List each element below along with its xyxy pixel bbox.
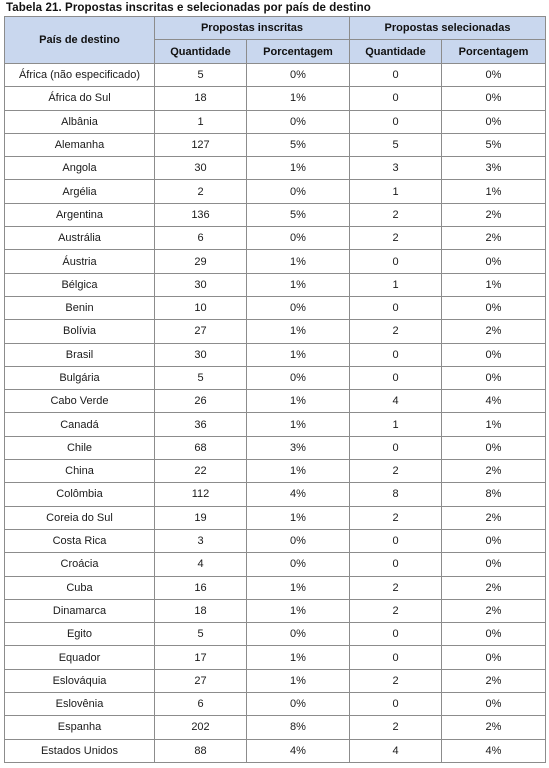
cell-selecionadas-porcentagem: 0% <box>442 529 546 552</box>
cell-inscritas-porcentagem: 1% <box>247 273 350 296</box>
cell-country: Áustria <box>5 250 155 273</box>
cell-inscritas-quantidade: 26 <box>155 390 247 413</box>
cell-selecionadas-porcentagem: 2% <box>442 599 546 622</box>
cell-inscritas-quantidade: 3 <box>155 529 247 552</box>
cell-inscritas-porcentagem: 0% <box>247 553 350 576</box>
table-row <box>5 413 546 436</box>
header-inscritas-porcentagem: Porcentagem <box>247 40 350 64</box>
table-row <box>5 716 546 739</box>
cell-selecionadas-porcentagem: 0% <box>442 64 546 87</box>
table-row <box>5 506 546 529</box>
cell-inscritas-quantidade: 5 <box>155 366 247 389</box>
cell-inscritas-quantidade: 202 <box>155 716 247 739</box>
cell-selecionadas-porcentagem: 0% <box>442 553 546 576</box>
header-group-inscritas: Propostas inscritas <box>155 17 350 40</box>
table-row <box>5 529 546 552</box>
table-row <box>5 483 546 506</box>
cell-country: Canadá <box>5 413 155 436</box>
cell-inscritas-porcentagem: 0% <box>247 64 350 87</box>
cell-selecionadas-porcentagem: 0% <box>442 87 546 110</box>
cell-inscritas-quantidade: 18 <box>155 599 247 622</box>
table-row <box>5 390 546 413</box>
cell-inscritas-porcentagem: 4% <box>247 739 350 762</box>
cell-inscritas-porcentagem: 0% <box>247 529 350 552</box>
table-row <box>5 203 546 226</box>
cell-country: Coreia do Sul <box>5 506 155 529</box>
table-row <box>5 553 546 576</box>
cell-country: Argélia <box>5 180 155 203</box>
table-row <box>5 576 546 599</box>
cell-selecionadas-quantidade: 1 <box>350 273 442 296</box>
cell-selecionadas-quantidade: 0 <box>350 87 442 110</box>
cell-selecionadas-quantidade: 1 <box>350 180 442 203</box>
cell-selecionadas-porcentagem: 1% <box>442 180 546 203</box>
cell-inscritas-quantidade: 18 <box>155 87 247 110</box>
cell-selecionadas-quantidade: 3 <box>350 157 442 180</box>
cell-inscritas-porcentagem: 1% <box>247 413 350 436</box>
cell-selecionadas-porcentagem: 2% <box>442 227 546 250</box>
cell-selecionadas-porcentagem: 2% <box>442 669 546 692</box>
cell-country: Chile <box>5 436 155 459</box>
cell-inscritas-porcentagem: 0% <box>247 110 350 133</box>
cell-selecionadas-quantidade: 0 <box>350 64 442 87</box>
cell-selecionadas-quantidade: 0 <box>350 623 442 646</box>
cell-inscritas-porcentagem: 0% <box>247 296 350 319</box>
table-row <box>5 739 546 762</box>
cell-inscritas-porcentagem: 1% <box>247 599 350 622</box>
cell-selecionadas-porcentagem: 3% <box>442 157 546 180</box>
table-row <box>5 180 546 203</box>
cell-inscritas-porcentagem: 1% <box>247 320 350 343</box>
cell-country: Espanha <box>5 716 155 739</box>
cell-inscritas-porcentagem: 1% <box>247 576 350 599</box>
cell-inscritas-quantidade: 30 <box>155 273 247 296</box>
cell-selecionadas-quantidade: 0 <box>350 250 442 273</box>
table-row <box>5 623 546 646</box>
cell-selecionadas-porcentagem: 4% <box>442 390 546 413</box>
cell-inscritas-porcentagem: 1% <box>247 669 350 692</box>
table-row <box>5 227 546 250</box>
table-row <box>5 110 546 133</box>
cell-selecionadas-porcentagem: 0% <box>442 693 546 716</box>
cell-country: Eslováquia <box>5 669 155 692</box>
cell-inscritas-porcentagem: 5% <box>247 133 350 156</box>
cell-inscritas-quantidade: 29 <box>155 250 247 273</box>
cell-inscritas-quantidade: 112 <box>155 483 247 506</box>
cell-selecionadas-porcentagem: 2% <box>442 460 546 483</box>
table-row <box>5 320 546 343</box>
table-row <box>5 460 546 483</box>
table-caption: Tabela 21. Propostas inscritas e selecionadas por país de destino <box>6 2 371 14</box>
cell-selecionadas-porcentagem: 1% <box>442 273 546 296</box>
cell-country: Bulgária <box>5 366 155 389</box>
header-group-selecionadas: Propostas selecionadas <box>350 17 546 40</box>
cell-selecionadas-quantidade: 2 <box>350 669 442 692</box>
cell-selecionadas-porcentagem: 0% <box>442 296 546 319</box>
table-row <box>5 599 546 622</box>
cell-country: Eslovênia <box>5 693 155 716</box>
cell-selecionadas-porcentagem: 0% <box>442 366 546 389</box>
cell-inscritas-quantidade: 5 <box>155 623 247 646</box>
cell-country: Alemanha <box>5 133 155 156</box>
cell-selecionadas-porcentagem: 4% <box>442 739 546 762</box>
cell-country: Dinamarca <box>5 599 155 622</box>
cell-country: Costa Rica <box>5 529 155 552</box>
cell-country: Croácia <box>5 553 155 576</box>
cell-selecionadas-porcentagem: 0% <box>442 646 546 669</box>
table-row <box>5 436 546 459</box>
cell-inscritas-quantidade: 5 <box>155 64 247 87</box>
cell-country: Egito <box>5 623 155 646</box>
header-selecionadas-porcentagem: Porcentagem <box>442 40 546 64</box>
table-row <box>5 646 546 669</box>
cell-inscritas-porcentagem: 1% <box>247 390 350 413</box>
cell-inscritas-porcentagem: 0% <box>247 366 350 389</box>
cell-country: Equador <box>5 646 155 669</box>
cell-inscritas-porcentagem: 5% <box>247 203 350 226</box>
cell-country: Angola <box>5 157 155 180</box>
cell-country: Brasil <box>5 343 155 366</box>
cell-selecionadas-quantidade: 0 <box>350 646 442 669</box>
cell-country: Benin <box>5 296 155 319</box>
cell-country: África (não especificado) <box>5 64 155 87</box>
cell-inscritas-quantidade: 4 <box>155 553 247 576</box>
cell-selecionadas-porcentagem: 5% <box>442 133 546 156</box>
cell-selecionadas-quantidade: 0 <box>350 436 442 459</box>
cell-selecionadas-porcentagem: 0% <box>442 436 546 459</box>
cell-selecionadas-porcentagem: 0% <box>442 343 546 366</box>
cell-selecionadas-quantidade: 2 <box>350 506 442 529</box>
cell-inscritas-porcentagem: 0% <box>247 227 350 250</box>
cell-inscritas-quantidade: 17 <box>155 646 247 669</box>
cell-inscritas-quantidade: 6 <box>155 693 247 716</box>
table-row <box>5 343 546 366</box>
table-row <box>5 296 546 319</box>
cell-selecionadas-quantidade: 0 <box>350 343 442 366</box>
cell-country: Bélgica <box>5 273 155 296</box>
cell-country: Argentina <box>5 203 155 226</box>
header-selecionadas-quantidade: Quantidade <box>350 40 442 64</box>
cell-inscritas-porcentagem: 1% <box>247 87 350 110</box>
cell-inscritas-porcentagem: 4% <box>247 483 350 506</box>
cell-selecionadas-porcentagem: 2% <box>442 320 546 343</box>
cell-inscritas-porcentagem: 8% <box>247 716 350 739</box>
cell-country: Colômbia <box>5 483 155 506</box>
cell-selecionadas-quantidade: 0 <box>350 553 442 576</box>
cell-inscritas-quantidade: 30 <box>155 157 247 180</box>
cell-selecionadas-quantidade: 0 <box>350 366 442 389</box>
cell-inscritas-quantidade: 1 <box>155 110 247 133</box>
cell-inscritas-porcentagem: 1% <box>247 157 350 180</box>
table-row <box>5 133 546 156</box>
cell-inscritas-quantidade: 136 <box>155 203 247 226</box>
cell-selecionadas-porcentagem: 0% <box>442 110 546 133</box>
cell-inscritas-porcentagem: 0% <box>247 623 350 646</box>
cell-country: Austrália <box>5 227 155 250</box>
cell-inscritas-quantidade: 2 <box>155 180 247 203</box>
cell-inscritas-quantidade: 10 <box>155 296 247 319</box>
cell-selecionadas-porcentagem: 2% <box>442 506 546 529</box>
table-row <box>5 250 546 273</box>
cell-selecionadas-porcentagem: 0% <box>442 623 546 646</box>
cell-inscritas-quantidade: 27 <box>155 320 247 343</box>
cell-selecionadas-quantidade: 4 <box>350 739 442 762</box>
table-row <box>5 669 546 692</box>
cell-selecionadas-quantidade: 2 <box>350 716 442 739</box>
cell-selecionadas-quantidade: 5 <box>350 133 442 156</box>
cell-country: África do Sul <box>5 87 155 110</box>
cell-selecionadas-porcentagem: 2% <box>442 716 546 739</box>
cell-country: Cuba <box>5 576 155 599</box>
cell-selecionadas-quantidade: 2 <box>350 227 442 250</box>
cell-country: China <box>5 460 155 483</box>
cell-selecionadas-porcentagem: 8% <box>442 483 546 506</box>
cell-inscritas-quantidade: 68 <box>155 436 247 459</box>
table-row <box>5 366 546 389</box>
cell-inscritas-quantidade: 88 <box>155 739 247 762</box>
table-row <box>5 273 546 296</box>
cell-inscritas-quantidade: 22 <box>155 460 247 483</box>
cell-inscritas-porcentagem: 3% <box>247 436 350 459</box>
table-row <box>5 157 546 180</box>
cell-selecionadas-quantidade: 0 <box>350 110 442 133</box>
cell-selecionadas-quantidade: 2 <box>350 203 442 226</box>
cell-inscritas-porcentagem: 1% <box>247 343 350 366</box>
cell-selecionadas-quantidade: 4 <box>350 390 442 413</box>
cell-selecionadas-quantidade: 1 <box>350 413 442 436</box>
cell-selecionadas-quantidade: 2 <box>350 599 442 622</box>
cell-selecionadas-porcentagem: 2% <box>442 203 546 226</box>
cell-inscritas-quantidade: 6 <box>155 227 247 250</box>
cell-country: Albânia <box>5 110 155 133</box>
cell-inscritas-quantidade: 30 <box>155 343 247 366</box>
cell-selecionadas-quantidade: 2 <box>350 320 442 343</box>
cell-inscritas-quantidade: 19 <box>155 506 247 529</box>
cell-country: Cabo Verde <box>5 390 155 413</box>
cell-selecionadas-quantidade: 2 <box>350 460 442 483</box>
cell-inscritas-porcentagem: 1% <box>247 460 350 483</box>
cell-inscritas-porcentagem: 0% <box>247 180 350 203</box>
cell-selecionadas-quantidade: 8 <box>350 483 442 506</box>
table-body <box>5 64 546 763</box>
table-row <box>5 64 546 87</box>
cell-inscritas-porcentagem: 0% <box>247 693 350 716</box>
cell-selecionadas-quantidade: 0 <box>350 693 442 716</box>
cell-selecionadas-porcentagem: 0% <box>442 250 546 273</box>
cell-selecionadas-porcentagem: 1% <box>442 413 546 436</box>
cell-inscritas-quantidade: 36 <box>155 413 247 436</box>
cell-selecionadas-quantidade: 0 <box>350 529 442 552</box>
table-row <box>5 87 546 110</box>
destination-table <box>4 16 546 763</box>
cell-selecionadas-quantidade: 0 <box>350 296 442 319</box>
header-country: País de destino <box>5 17 155 64</box>
table-row <box>5 693 546 716</box>
cell-inscritas-porcentagem: 1% <box>247 646 350 669</box>
cell-country: Bolívia <box>5 320 155 343</box>
header-inscritas-quantidade: Quantidade <box>155 40 247 64</box>
cell-country: Estados Unidos <box>5 739 155 762</box>
cell-selecionadas-quantidade: 2 <box>350 576 442 599</box>
cell-inscritas-quantidade: 27 <box>155 669 247 692</box>
cell-inscritas-quantidade: 16 <box>155 576 247 599</box>
cell-inscritas-porcentagem: 1% <box>247 250 350 273</box>
cell-selecionadas-porcentagem: 2% <box>442 576 546 599</box>
cell-inscritas-quantidade: 127 <box>155 133 247 156</box>
cell-inscritas-porcentagem: 1% <box>247 506 350 529</box>
